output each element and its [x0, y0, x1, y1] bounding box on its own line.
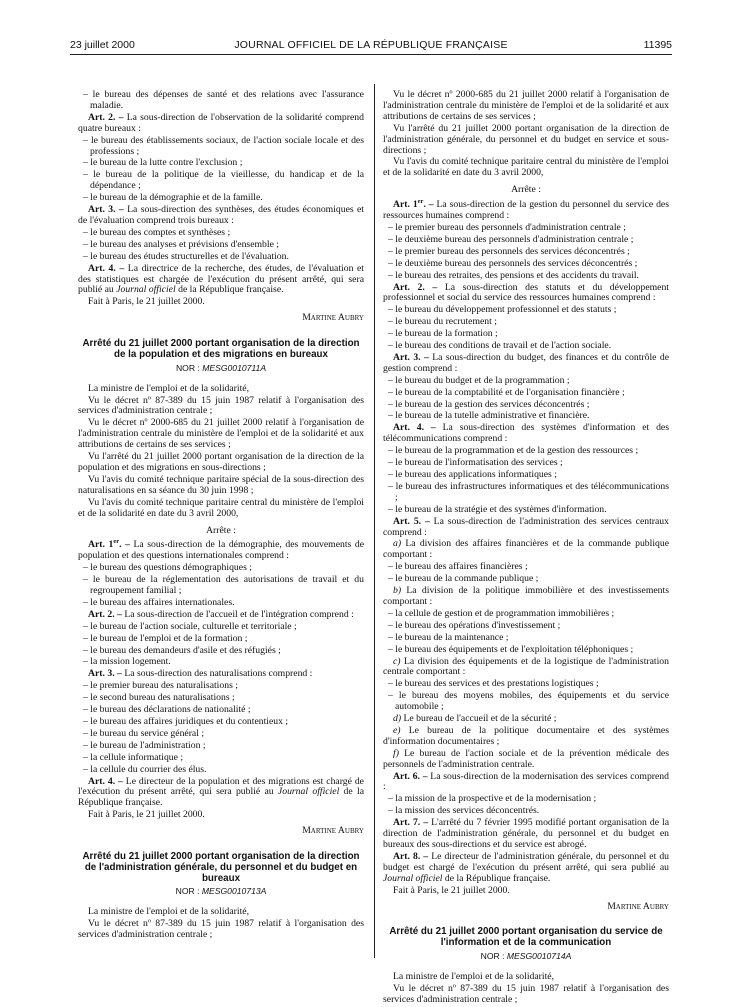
list-item: – le bureau des affaires juridiques et du contentieux ;: [83, 716, 289, 727]
list-item: – le bureau des analyses et prévisions d'ensemble ;: [83, 238, 279, 250]
header-page-number: 11395: [643, 39, 672, 51]
article-label: Art. 3. –: [88, 668, 122, 680]
list-item: – la cellule de gestion et de programmation immobilières ;: [388, 607, 615, 619]
division-d: [383, 714, 669, 725]
division-c: [383, 657, 669, 679]
list-item: – le bureau de la commande publique ;: [388, 573, 539, 585]
article-text: La sous-direction des naturalisations comprend :: [121, 668, 313, 680]
list-item: – le bureau de l'action sociale, culturelle et territoriale ;: [83, 620, 297, 632]
list-item: – le bureau des demandeurs d'asile et des réfugiés ;: [83, 644, 281, 656]
article-text: L'arrêté du 7 février 1995 modifié portant organisation de la direction de l'administration générale, du personnel et du budget en bureaux des sous-directions et du service est abrogé.: [383, 817, 669, 850]
list-item: – le bureau des infrastructures informatiques et des télécommunications ;: [388, 480, 669, 503]
fait-a-paris: Fait à Paris, le 21 juillet 2000.: [393, 884, 510, 896]
visa: La ministre de l'emploi et de la solidarité,: [88, 382, 250, 394]
article-label: Art. 6. –: [393, 770, 428, 782]
list-item: – le bureau de la lutte contre l'exclusion ;: [83, 157, 243, 169]
article-text: La sous-direction de l'observation de la solidarité comprend quatre bureaux :: [78, 111, 364, 134]
list-item: – le bureau de la démographie et de la famille.: [83, 192, 263, 204]
visa: Vu l'avis du comité technique paritaire central du ministère de l'emploi et de la solidarité en date du 3 avril 2000,: [78, 496, 364, 519]
list-item: – le bureau des établissements sociaux, de l'action sociale locale et des professions ;: [83, 134, 364, 157]
list-item: – le bureau de la programmation et de la gestion des ressources ;: [388, 445, 639, 457]
article-4: [78, 264, 364, 297]
article-label: Art. 2. –: [88, 608, 122, 620]
list-item: – le bureau des services et des prestations logistiques ;: [388, 678, 599, 690]
right-column: [383, 90, 669, 1007]
list-item: – le bureau de la gestion des services déconcentrés ;: [388, 398, 590, 410]
article-2-intro: [383, 283, 669, 305]
list-item: – le second bureau des naturalisations ;: [83, 692, 235, 704]
article-superscript: er: [113, 538, 120, 546]
article-text: Le directeur de la population et des migrations est chargé de l'exécution du présent arrêté, qui sera publié au: [78, 775, 364, 798]
list-item: – le bureau de la formation ;: [388, 328, 498, 340]
article-text: La sous-direction de la gestion du personnel du service des ressources humaines comprend :: [383, 199, 670, 222]
nor-label: NOR :: [480, 951, 507, 962]
arrete-heading: Arrête :: [511, 184, 541, 196]
list-item: – le bureau des conditions de travail et de l'action sociale.: [388, 340, 612, 352]
list-item: – le bureau de la comptabilité et de l'organisation financière ;: [388, 386, 625, 398]
journal-reference: Journal officiel: [116, 284, 176, 296]
list-item: – la cellule informatique ;: [83, 751, 184, 763]
nor-label: NOR :: [175, 886, 202, 897]
nor-code: MESG0010713A: [201, 886, 267, 897]
division-letter: f): [393, 747, 399, 759]
fait-a-paris: Fait à Paris, le 21 juillet 2000.: [88, 296, 205, 308]
division-text: La division des équipements et de la logistique de l'administration centrale comportant :: [383, 655, 669, 678]
signature: Martine Aubry: [607, 900, 669, 912]
nor-label: NOR :: [175, 362, 203, 373]
article-text: La sous-direction du budget, des finances et du contrôle de gestion comprend :: [383, 351, 669, 374]
list-item: – le bureau des retraites, des pensions et des accidents du travail.: [388, 269, 639, 281]
visa: Vu l'arrêté du 21 juillet 2000 portant organisation de la direction de l'administration générale, du personnel et du budget en service et sous-directions ;: [383, 122, 669, 156]
fait-a-paris: Fait à Paris, le 21 juillet 2000.: [88, 809, 205, 821]
article-2-intro: [78, 113, 364, 135]
article-label: Art. 5. –: [393, 515, 430, 527]
article-label: Art. 2. –: [393, 281, 438, 293]
list-item: – le bureau des affaires financières ;: [388, 561, 528, 573]
list-item: – le bureau de l'emploi et de la formation ;: [83, 632, 248, 644]
article-7: [383, 818, 669, 851]
division-a: [383, 539, 669, 561]
nor-reference: [78, 886, 364, 897]
visa: Vu l'arrêté du 21 juillet 2000 portant organisation de la direction de la population et des migrations en sous-directions ;: [78, 451, 364, 473]
nor-reference: [383, 951, 669, 962]
article-text: La sous-direction des statuts et du développement professionnel et social du service des ressources humaines comprend :: [383, 281, 669, 304]
visa: Vu l'avis du comité technique paritaire central du ministère de l'emploi et de la solidarité en date du 3 avril 2000,: [383, 156, 669, 179]
division-b: [383, 586, 669, 608]
article-label: Art. 7. –: [393, 817, 429, 829]
nor-reference: [78, 363, 364, 374]
header-journal-title: JOURNAL OFFICIEL DE LA RÉPUBLIQUE FRANÇAISE: [234, 39, 508, 51]
article-label: Art. 3. –: [88, 204, 124, 216]
article-text: de la République française.: [175, 284, 284, 296]
list-item: – la mission logement.: [83, 656, 171, 668]
article-text: La sous-direction des systèmes d'information et des télécommunications comprend :: [383, 422, 669, 445]
division-text: Le bureau de la politique documentaire et des systèmes d'information documentaires ;: [383, 724, 669, 747]
header-date: 23 juillet 2000: [70, 39, 135, 51]
list-item: – le bureau de l'informatisation des services ;: [388, 457, 563, 469]
list-item: – le bureau des comptes et synthèses ;: [83, 226, 231, 238]
list-item: – le bureau des déclarations de nationalité ;: [83, 704, 251, 716]
division-letter: a): [393, 538, 402, 550]
decree-title: Arrêté du 21 juillet 2000 portant organisation de la direction de l'administration générale, du personnel et du budget en bureaux: [82, 851, 360, 884]
decree-title: Arrêté du 21 juillet 2000 portant organisation du service de l'information et de la communication: [389, 926, 663, 949]
division-letter: d): [393, 713, 402, 725]
signature: Martine Aubry: [302, 312, 364, 324]
visa: La ministre de l'emploi et de la solidarité,: [393, 970, 555, 982]
article-4-intro: [383, 423, 669, 445]
list-item: – le bureau de la maintenance ;: [388, 631, 509, 643]
list-item: – le bureau des dépenses de santé et des relations avec l'assurance maladie.: [83, 89, 364, 111]
list-item: – le bureau des équipements et de l'exploitation téléphoniques ;: [388, 643, 634, 655]
nor-code: MESG0010714A: [506, 951, 572, 962]
list-item: – le bureau des opérations d'investissement ;: [388, 619, 561, 631]
article-3-intro: [78, 205, 364, 227]
article-text: La sous-direction de l'administration des services centraux comprend :: [383, 515, 669, 538]
article-label-dash: . –: [423, 199, 434, 211]
article-label: Art. 4. –: [393, 422, 436, 434]
decree-title: Arrêté du 21 juillet 2000 portant organisation de la direction de la population et des migrations en bureaux: [82, 338, 360, 360]
nor-code: MESG0010711A: [202, 362, 267, 373]
visa: Vu le décret nº 87-389 du 15 juin 1987 relatif à l'organisation des services d'administration centrale ;: [78, 394, 364, 417]
article-text: La sous-direction de la modernisation des services comprend :: [383, 770, 669, 793]
list-item: – le bureau de la tutelle administrative et financière.: [388, 410, 590, 422]
article-5-intro: [383, 517, 669, 539]
division-text: Le bureau de l'accueil et de la sécurité ;: [401, 713, 557, 725]
visa: La ministre de l'emploi et de la solidarité,: [88, 906, 250, 918]
list-item: – le bureau des applications informatiques ;: [388, 469, 557, 480]
list-item: – le bureau du service général ;: [83, 727, 205, 739]
list-item: – le deuxième bureau des personnels d'administration centrale ;: [388, 233, 634, 245]
article-1-intro: [78, 540, 364, 562]
division-letter: c): [393, 655, 401, 667]
list-item: – le premier bureau des personnels des services déconcentrés ;: [388, 245, 630, 257]
article-text: La directrice de la recherche, des études, de l'évaluation et des statistiques est chargée de l'exécution du présent arrêté, qui sera publié au: [78, 262, 364, 296]
list-item: – le bureau des études structurelles et de l'évaluation.: [83, 250, 289, 262]
list-item: – la mission des services déconcentrés.: [388, 805, 540, 817]
article-label: Art. 1: [393, 199, 418, 211]
article-label: Art. 4. –: [88, 262, 125, 274]
signature: Martine Aubry: [302, 825, 364, 837]
visa: Vu l'avis du comité technique paritaire spécial de la sous-direction des naturalisations en sa séance du 30 juin 1998 ;: [78, 473, 364, 496]
division-letter: e): [393, 724, 401, 736]
page-header: [70, 38, 672, 55]
list-item: – le bureau des questions démographiques ;: [83, 562, 252, 574]
visa: Vu le décret nº 87-389 du 15 juin 1987 relatif à l'organisation des services d'administration centrale ;: [78, 918, 364, 941]
list-item: – la mission de la prospective et de la modernisation ;: [388, 793, 597, 805]
journal-reference: Journal officiel: [383, 872, 443, 884]
list-item: – le bureau du développement professionnel et des statuts ;: [388, 304, 617, 316]
column-divider: [374, 84, 375, 958]
left-column: [78, 90, 364, 942]
visa: Vu le décret nº 2000-685 du 21 juillet 2000 relatif à l'organisation de l'administration centrale du ministère de l'emploi et de la solidarité et aux attributions de certains de ses services ;: [383, 89, 669, 122]
article-1-intro: [383, 197, 670, 222]
article-label: Art. 1: [88, 539, 114, 551]
article-label-dash: . –: [119, 539, 130, 551]
list-item: – le bureau de la stratégie et des systèmes d'information.: [388, 503, 607, 515]
list-item: – le bureau de la politique de la vieillesse, du handicap et de la dépendance ;: [83, 169, 364, 192]
article-text: La sous-direction des synthèses, des études économiques et de l'évaluation comprend trois bureaux :: [78, 204, 364, 226]
list-item: – le bureau du budget et de la programmation ;: [388, 374, 570, 386]
list-item: – le premier bureau des naturalisations ;: [83, 680, 238, 692]
article-label: Art. 2. –: [88, 111, 124, 123]
division-text: Le bureau de l'action sociale et de la prévention médicale des personnels de l'administration centrale.: [383, 747, 669, 770]
article-4: [78, 777, 364, 810]
division-text: La division des affaires financières et de la commande publique comportant :: [383, 538, 669, 561]
article-text: La sous-direction de l'accueil et de l'intégration comprend :: [121, 608, 354, 620]
article-label: Art. 8. –: [393, 850, 429, 862]
list-item: – le bureau de l'administration ;: [83, 739, 206, 751]
list-item: – le deuxième bureau des personnels des services déconcentrés ;: [388, 257, 638, 269]
article-text: Le directeur de l'administration générale, du personnel et du budget est chargé de l'exécution du présent arrêté, qui sera publié au: [383, 850, 670, 873]
division-f: [383, 749, 669, 771]
article-6-intro: [383, 772, 669, 794]
article-label: Art. 4. –: [88, 775, 123, 787]
division-e: [383, 726, 669, 748]
article-text: de la République française.: [442, 872, 551, 884]
article-superscript: er: [417, 197, 424, 205]
article-3-intro: [383, 353, 669, 375]
article-text: La sous-direction de la démographie, des mouvements de population et des questions internationales comprend :: [78, 539, 365, 562]
arrete-heading: Arrête :: [206, 524, 236, 536]
list-item: – le bureau de la réglementation des autorisations de travail et du regroupement familial ;: [83, 574, 364, 597]
list-item: – le premier bureau des personnels d'administration centrale ;: [388, 221, 626, 233]
article-text: de la République française.: [78, 786, 364, 809]
visa: Vu le décret nº 87-389 du 15 juin 1987 relatif à l'organisation des services d'administration centrale ;: [383, 982, 669, 1005]
article-3-intro: [78, 669, 364, 680]
list-item: – le bureau des moyens mobiles, des équipements et du service automobile ;: [388, 690, 669, 713]
article-8: [383, 852, 669, 885]
article-label: Art. 3. –: [393, 351, 429, 363]
article-2-intro: [78, 610, 364, 621]
list-item: – la cellule du courrier des élus.: [83, 763, 207, 775]
division-letter: b): [393, 585, 402, 597]
list-item: – le bureau du recrutement ;: [388, 316, 497, 328]
division-text: La division de la politique immobilière et des investissements comportant :: [383, 585, 669, 607]
visa: Vu le décret nº 2000-685 du 21 juillet 2000 relatif à l'organisation de l'administration centrale du ministère de l'emploi et de la solidarité et aux attributions de certains de ses services ;: [78, 417, 364, 451]
list-item: – le bureau des affaires internationales.: [83, 596, 235, 608]
journal-reference: Journal officiel: [277, 786, 340, 798]
